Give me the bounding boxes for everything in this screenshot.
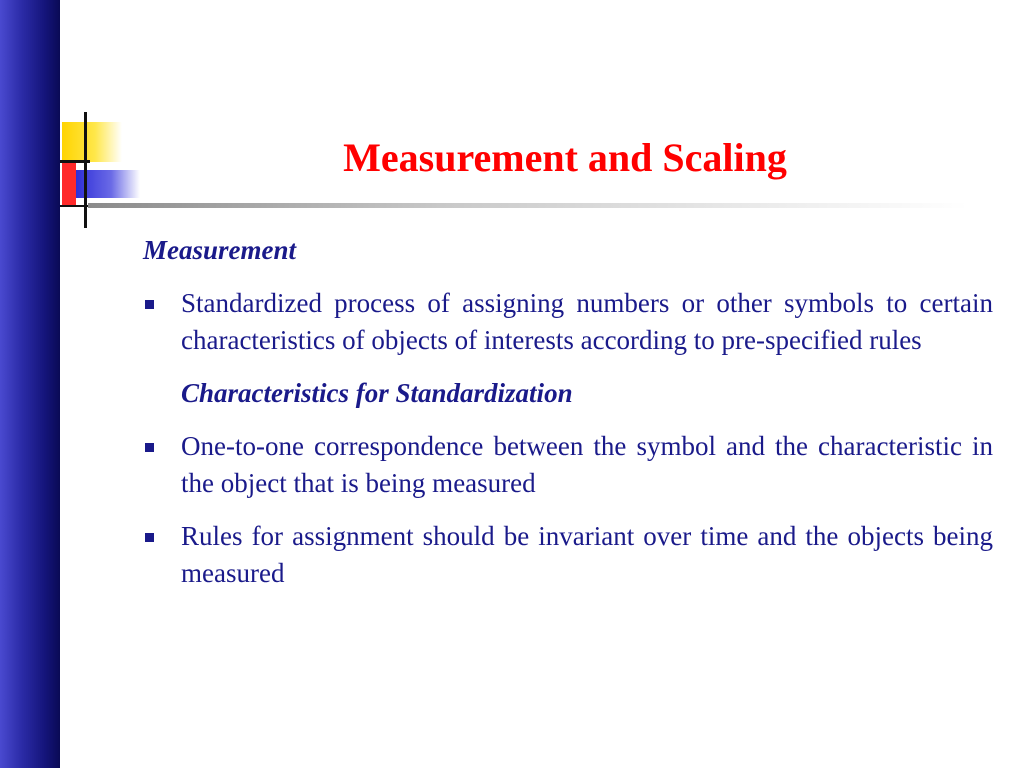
square-bullet-icon xyxy=(145,300,154,309)
bullet-text: One-to-one correspondence between the symbol and the characteristic in the object that is being measured xyxy=(181,431,993,498)
sub-heading: Characteristics for Standardization xyxy=(181,378,573,408)
bullet-text: Rules for assignment should be invariant over time and the objects being measured xyxy=(181,521,993,588)
slide-title: Measurement and Scaling xyxy=(343,135,787,180)
decorative-red-square xyxy=(62,163,76,205)
bullet-item xyxy=(143,518,993,592)
section-heading: Measurement xyxy=(143,235,297,265)
square-bullet-icon xyxy=(145,533,154,542)
decorative-black-line-vertical xyxy=(84,112,87,228)
title-underline-rule xyxy=(88,203,968,208)
bullet-item xyxy=(143,428,993,502)
bullet-item xyxy=(143,285,993,359)
square-bullet-icon xyxy=(145,443,154,452)
left-decorative-band xyxy=(0,0,60,768)
decorative-yellow-square xyxy=(62,122,122,162)
slide-body xyxy=(143,232,993,608)
bullet-text: Standardized process of assigning numbers or other symbols to certain characteristics of objects of interests according to pre-specified rules xyxy=(181,288,993,355)
